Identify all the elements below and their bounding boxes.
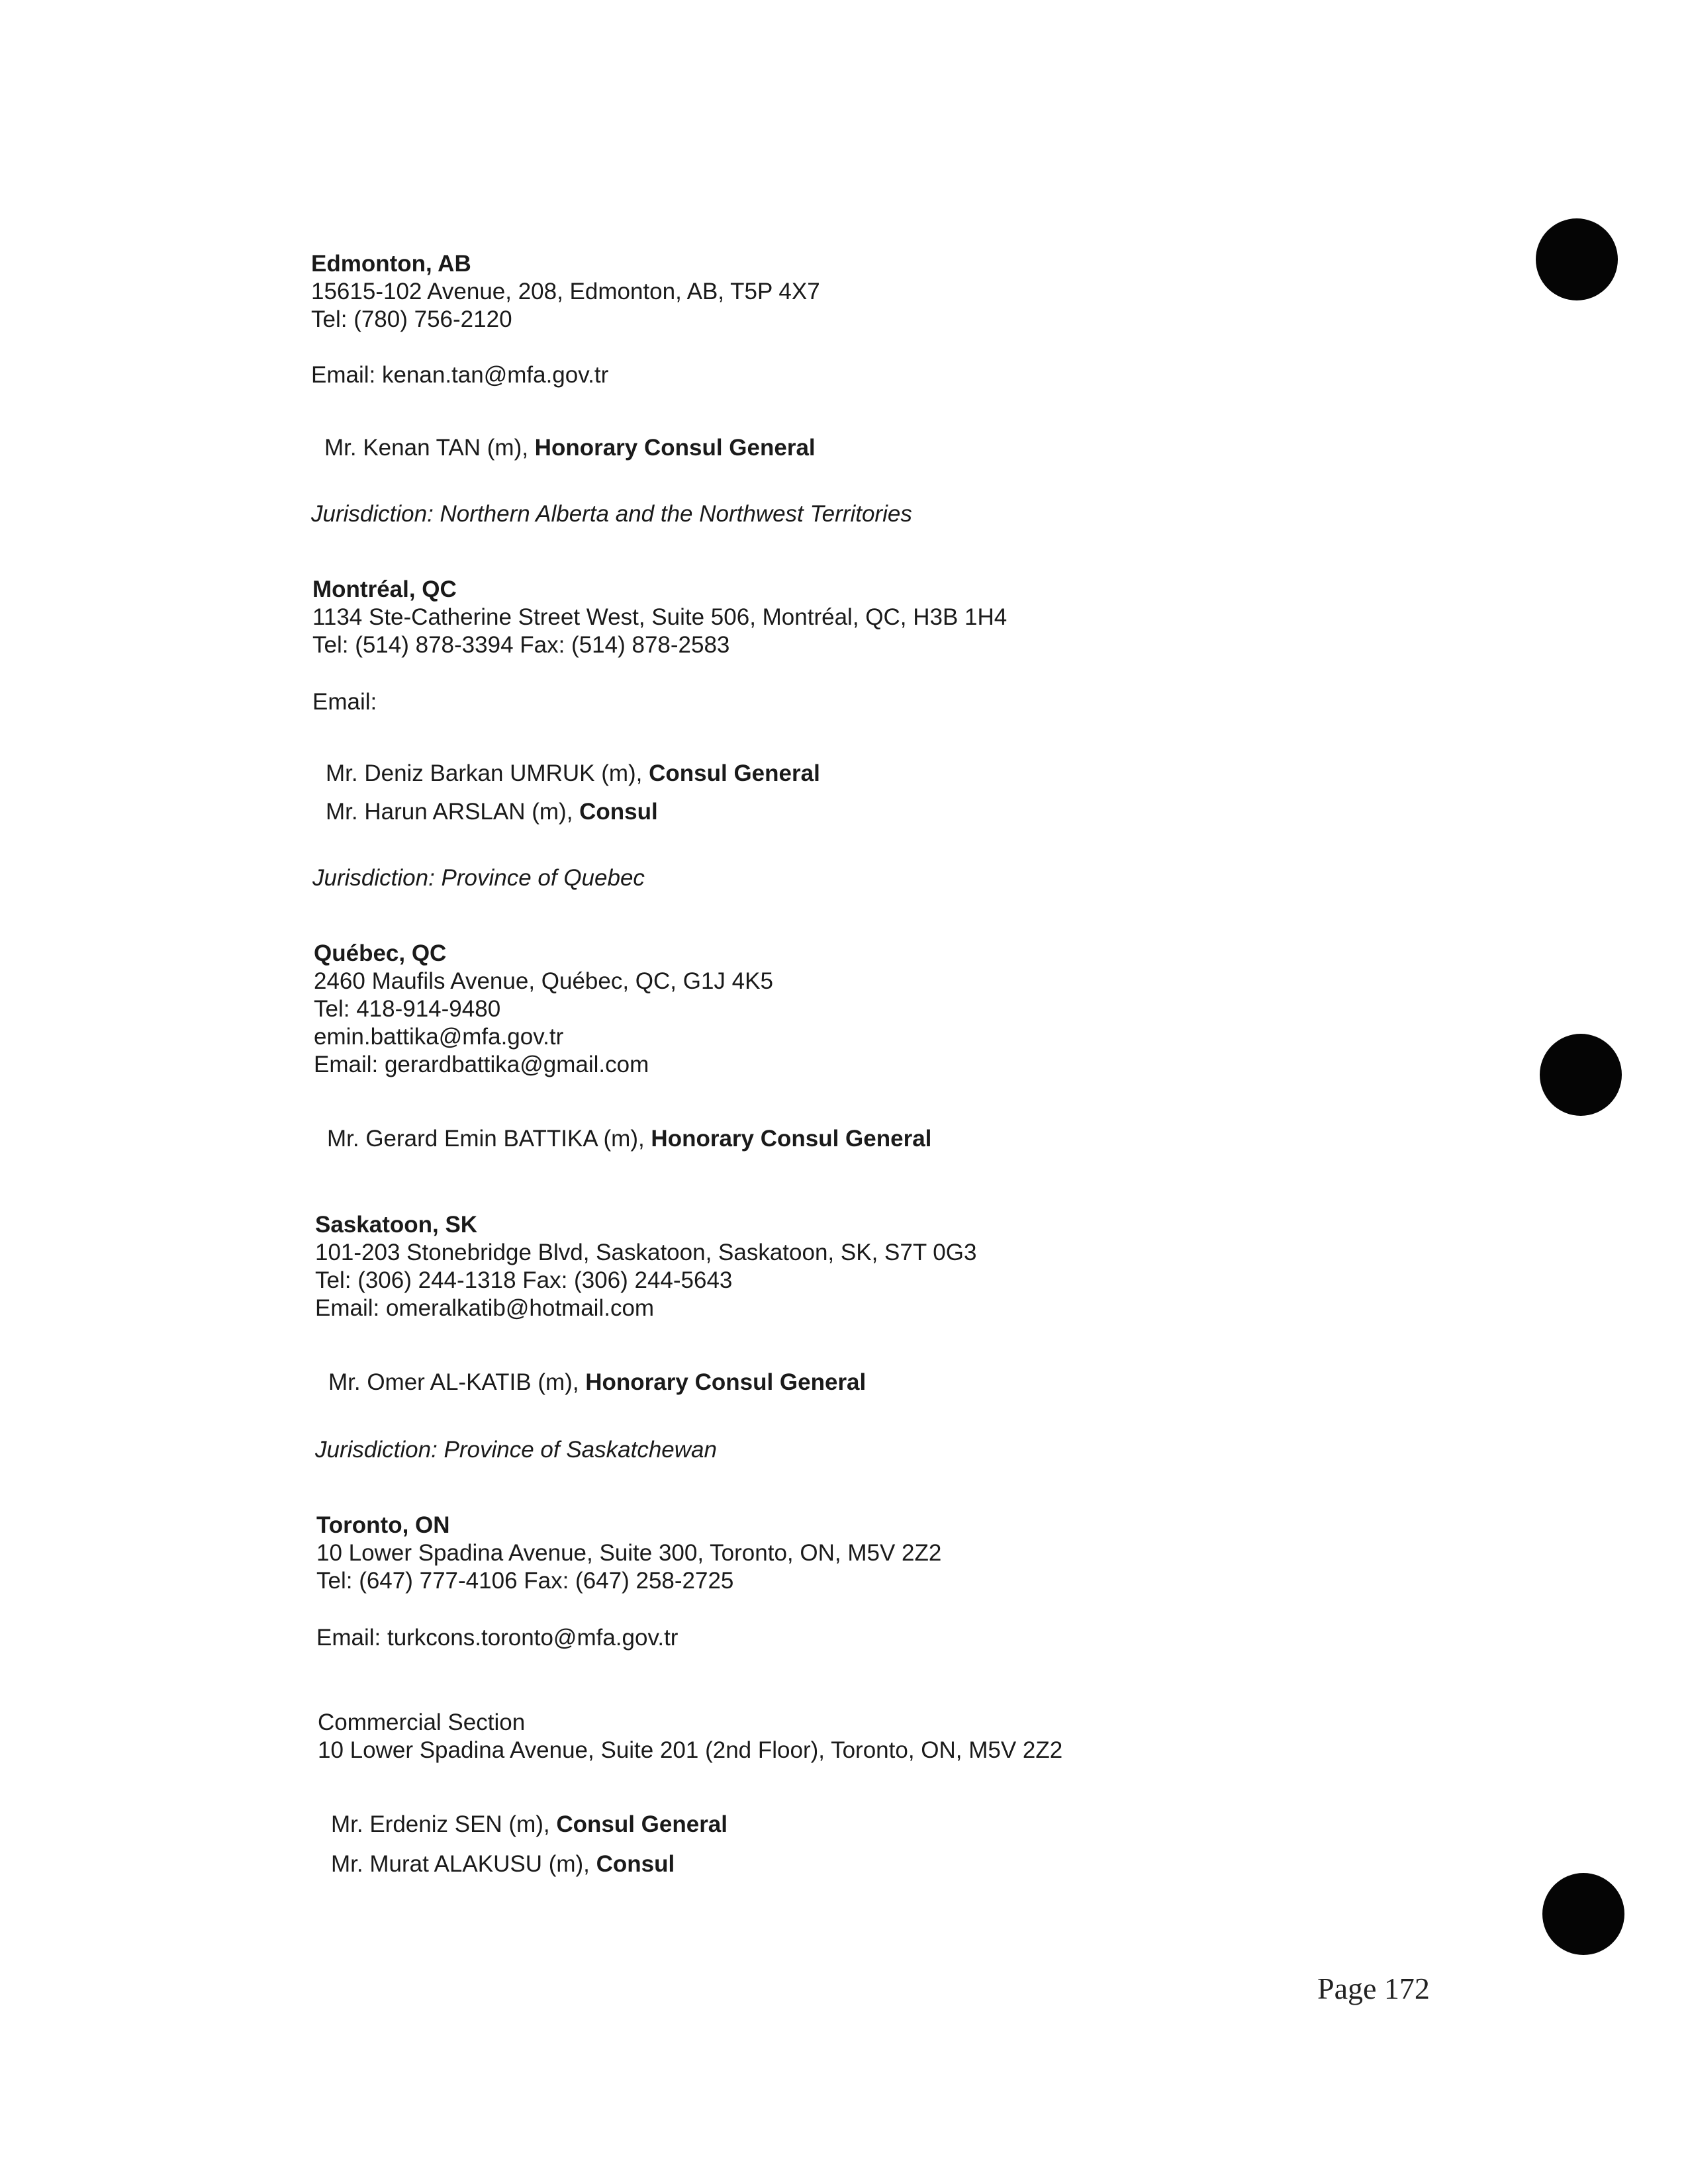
email: Email: — [312, 689, 377, 715]
phone: Tel: (647) 777-4106 Fax: (647) 258-2725 — [316, 1568, 734, 1594]
phone: Tel: (780) 756-2120 — [311, 306, 512, 332]
email: Email: gerardbattika@gmail.com — [314, 1052, 649, 1077]
official-title: Honorary Consul General — [534, 435, 816, 461]
official-title: Consul General — [649, 760, 820, 786]
extra-email: emin.battika@mfa.gov.tr — [314, 1024, 564, 1050]
official-name: Mr. Kenan TAN (m), — [324, 435, 535, 461]
official — [326, 798, 658, 826]
punch-hole-icon — [1536, 218, 1618, 300]
official — [331, 1850, 675, 1878]
email: Email: kenan.tan@mfa.gov.tr — [311, 362, 609, 388]
address: 10 Lower Spadina Avenue, Suite 300, Toronto, ON, M5V 2Z2 — [316, 1540, 942, 1566]
phone: Tel: 418-914-9480 — [314, 996, 501, 1022]
official-title: Honorary Consul General — [651, 1126, 932, 1152]
city-heading: Edmonton, AB — [311, 251, 471, 277]
official-title: Consul General — [556, 1811, 727, 1837]
jurisdiction: Jurisdiction: Province of Saskatchewan — [315, 1437, 717, 1463]
punch-hole-icon — [1540, 1034, 1622, 1116]
email: Email: turkcons.toronto@mfa.gov.tr — [316, 1625, 679, 1651]
official — [328, 1369, 866, 1396]
page-number: Page 172 — [1317, 1972, 1430, 2005]
official-name: Mr. Deniz Barkan UMRUK (m), — [326, 760, 649, 786]
official — [326, 760, 820, 788]
jurisdiction: Jurisdiction: Northern Alberta and the Northwest Territories — [311, 501, 912, 527]
official — [324, 434, 816, 462]
official-title: Consul — [579, 799, 658, 825]
address: 15615-102 Avenue, 208, Edmonton, AB, T5P 4X7 — [311, 279, 820, 304]
city-heading: Saskatoon, SK — [315, 1212, 478, 1238]
phone: Tel: (514) 878-3394 Fax: (514) 878-2583 — [312, 632, 730, 658]
official-title: Consul — [596, 1851, 675, 1877]
address: 1134 Ste-Catherine Street West, Suite 506, Montréal, QC, H3B 1H4 — [312, 604, 1008, 630]
punch-hole-icon — [1542, 1873, 1624, 1955]
official — [327, 1125, 931, 1153]
official-name: Mr. Murat ALAKUSU (m), — [331, 1851, 596, 1877]
address: 2460 Maufils Avenue, Québec, QC, G1J 4K5 — [314, 968, 773, 994]
address: 101-203 Stonebridge Blvd, Saskatoon, Saskatoon, SK, S7T 0G3 — [315, 1240, 977, 1265]
city-heading: Québec, QC — [314, 940, 447, 966]
official-title: Honorary Consul General — [585, 1369, 867, 1395]
city-heading: Toronto, ON — [316, 1512, 450, 1538]
official-name: Mr. Gerard Emin BATTIKA (m), — [327, 1126, 651, 1152]
phone: Tel: (306) 244-1318 Fax: (306) 244-5643 — [315, 1267, 733, 1293]
official-name: Mr. Omer AL-KATIB (m), — [328, 1369, 586, 1395]
official — [331, 1811, 727, 1839]
official-name: Mr. Erdeniz SEN (m), — [331, 1811, 557, 1837]
city-heading: Montréal, QC — [312, 576, 457, 602]
jurisdiction: Jurisdiction: Province of Quebec — [312, 865, 645, 891]
commercial-section-label: Commercial Section — [318, 1709, 526, 1735]
email: Email: omeralkatib@hotmail.com — [315, 1295, 655, 1321]
official-name: Mr. Harun ARSLAN (m), — [326, 799, 580, 825]
commercial-section-address: 10 Lower Spadina Avenue, Suite 201 (2nd Floor), Toronto, ON, M5V 2Z2 — [318, 1737, 1063, 1763]
